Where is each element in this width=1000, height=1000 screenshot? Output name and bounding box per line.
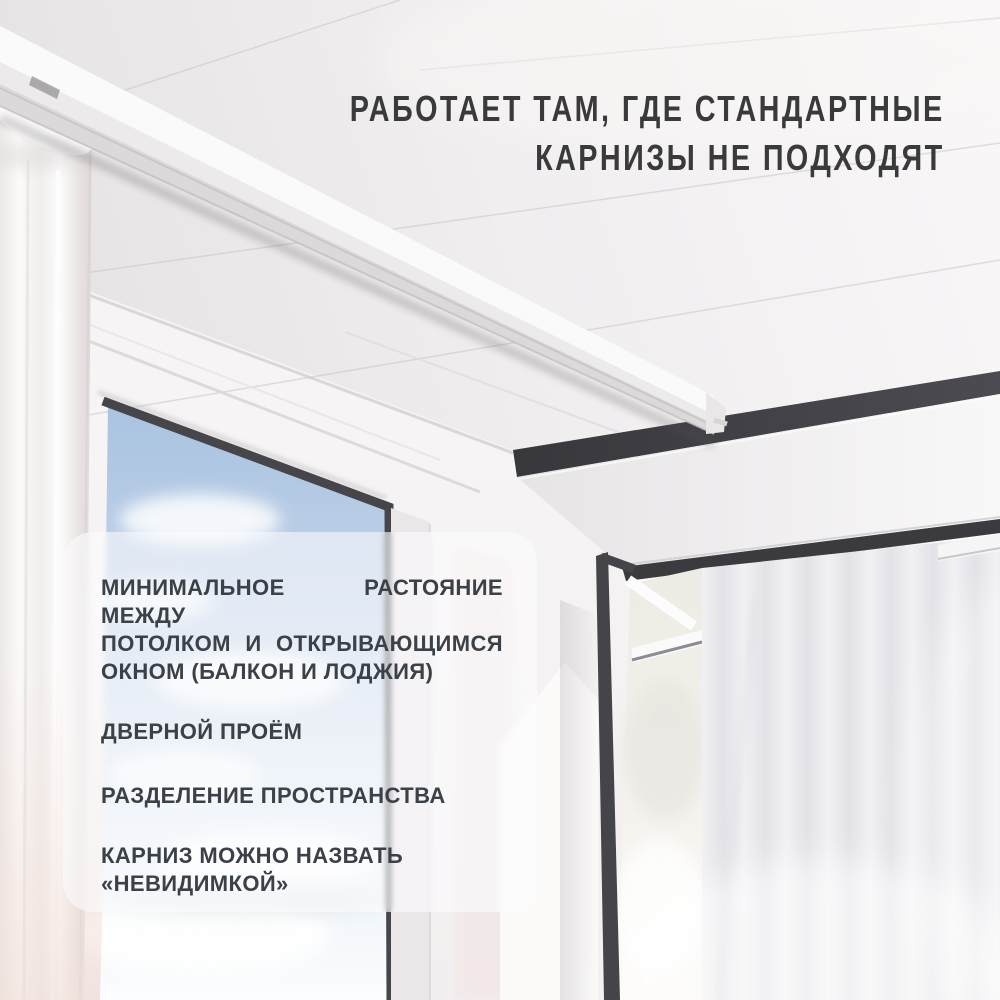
feature-doorway: ДВЕРНОЙ ПРОЁМ	[101, 719, 303, 744]
features-card	[63, 532, 537, 912]
feature-invisible: КАРНИЗ МОЖНО НАЗВАТЬ «НЕВИДИМКОЙ»	[101, 843, 404, 896]
feature-zoning: РАЗДЕЛЕНИЕ ПРОСТРАНСТВА	[101, 783, 446, 808]
feature-min-distance: МИНИМАЛЬНОЕ РАСТОЯНИЕ МЕЖДУ ПОТОЛКОМ И ОТКРЫВАЮЩИМСЯ ОКНОМ (БАЛКОН И ЛОДЖИЯ)	[101, 575, 503, 684]
headline-line-1: РАБОТАЕТ ТАМ, ГДЕ СТАНДАРТНЫЕ	[350, 88, 945, 129]
headline	[350, 84, 945, 182]
headline-line-2: КАРНИЗЫ НЕ ПОДХОДЯТ	[535, 137, 945, 178]
